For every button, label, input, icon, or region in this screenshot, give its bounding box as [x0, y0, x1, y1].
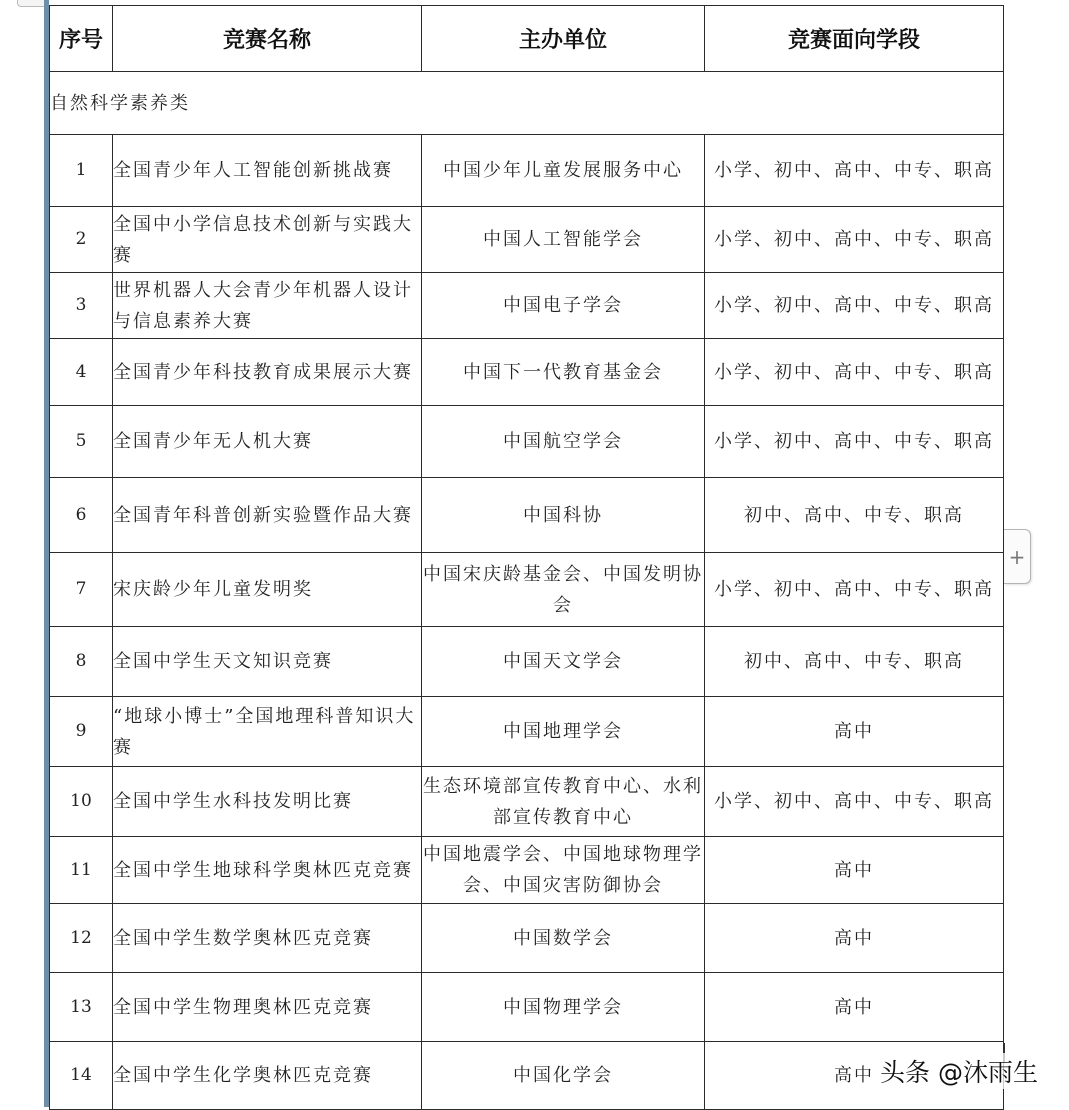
competition-name: 全国中学生物理奥林匹克竞赛 — [113, 973, 422, 1042]
competition-name: 全国青年科普创新实验暨作品大赛 — [113, 478, 422, 553]
grade-level: 高中 — [705, 904, 1004, 973]
table-row — [50, 973, 1004, 1042]
organizer-name: 中国化学会 — [422, 1042, 705, 1110]
table-row — [50, 478, 1004, 553]
competition-name: 全国中学生数学奥林匹克竞赛 — [113, 904, 422, 973]
grade-level: 小学、初中、高中、中专、职高 — [705, 273, 1004, 339]
table-row — [50, 1042, 1004, 1110]
organizer-name: 中国宋庆龄基金会、中国发明协会 — [422, 553, 705, 627]
competition-name: 全国中小学信息技术创新与实践大赛 — [113, 207, 422, 273]
organizer-name: 中国地理学会 — [422, 697, 705, 767]
competition-name: 全国青少年人工智能创新挑战赛 — [113, 135, 422, 207]
competition-name: 全国中学生化学奥林匹克竞赛 — [113, 1042, 422, 1110]
competition-name: 全国中学生天文知识竞赛 — [113, 627, 422, 697]
row-index: 13 — [50, 973, 113, 1042]
category-label: 自然科学素养类 — [50, 72, 1004, 135]
table-row — [50, 837, 1004, 904]
table-row — [50, 273, 1004, 339]
organizer-name: 中国数学会 — [422, 904, 705, 973]
grade-level: 小学、初中、高中、中专、职高 — [705, 135, 1004, 207]
organizer-name: 中国航空学会 — [422, 406, 705, 478]
row-index: 8 — [50, 627, 113, 697]
grade-level: 小学、初中、高中、中专、职高 — [705, 406, 1004, 478]
add-row-button[interactable]: + — [1004, 529, 1031, 584]
header-index: 序号 — [50, 6, 113, 72]
row-index: 14 — [50, 1042, 113, 1110]
header-level: 竞赛面向学段 — [705, 6, 1004, 72]
table-row — [50, 339, 1004, 406]
row-index: 11 — [50, 837, 113, 904]
table-row — [50, 697, 1004, 767]
organizer-name: 中国地震学会、中国地球物理学会、中国灾害防御协会 — [422, 837, 705, 904]
grade-level: 高中 — [705, 973, 1004, 1042]
row-index: 2 — [50, 207, 113, 273]
competition-name: 全国青少年无人机大赛 — [113, 406, 422, 478]
grade-level: 高中 — [705, 1042, 1004, 1110]
organizer-name: 中国物理学会 — [422, 973, 705, 1042]
header-row — [50, 6, 1004, 72]
organizer-name: 中国人工智能学会 — [422, 207, 705, 273]
table-row — [50, 207, 1004, 273]
table-row — [50, 406, 1004, 478]
grade-level: 高中 — [705, 837, 1004, 904]
grade-level: 初中、高中、中专、职高 — [705, 478, 1004, 553]
row-index: 4 — [50, 339, 113, 406]
grade-level: 小学、初中、高中、中专、职高 — [705, 767, 1004, 837]
table-row — [50, 904, 1004, 973]
category-row — [50, 72, 1004, 135]
competition-table — [49, 5, 1004, 1110]
competition-name: 全国中学生水科技发明比赛 — [113, 767, 422, 837]
table-row — [50, 135, 1004, 207]
competition-name: 全国中学生地球科学奥林匹克竞赛 — [113, 837, 422, 904]
header-organizer: 主办单位 — [422, 6, 705, 72]
organizer-name: 中国天文学会 — [422, 627, 705, 697]
table-row — [50, 767, 1004, 837]
header-name: 竞赛名称 — [113, 6, 422, 72]
grade-level: 小学、初中、高中、中专、职高 — [705, 339, 1004, 406]
row-index: 1 — [50, 135, 113, 207]
watermark: 头条 @沐雨生 — [876, 1053, 1042, 1089]
row-index: 5 — [50, 406, 113, 478]
competition-name: 宋庆龄少年儿童发明奖 — [113, 553, 422, 627]
grade-level: 高中 — [705, 697, 1004, 767]
organizer-name: 中国少年儿童发展服务中心 — [422, 135, 705, 207]
competition-name: 全国青少年科技教育成果展示大赛 — [113, 339, 422, 406]
competition-name: “地球小博士”全国地理科普知识大赛 — [113, 697, 422, 767]
row-index: 12 — [50, 904, 113, 973]
grade-level: 小学、初中、高中、中专、职高 — [705, 207, 1004, 273]
corner-tab — [17, 0, 47, 7]
table-row — [50, 553, 1004, 627]
competition-name: 世界机器人大会青少年机器人设计与信息素养大赛 — [113, 273, 422, 339]
organizer-name: 中国科协 — [422, 478, 705, 553]
grade-level: 小学、初中、高中、中专、职高 — [705, 553, 1004, 627]
row-index: 9 — [50, 697, 113, 767]
row-index: 6 — [50, 478, 113, 553]
organizer-name: 生态环境部宣传教育中心、水利部宣传教育中心 — [422, 767, 705, 837]
grade-level: 初中、高中、中专、职高 — [705, 627, 1004, 697]
row-index: 3 — [50, 273, 113, 339]
table-row — [50, 627, 1004, 697]
row-index: 10 — [50, 767, 113, 837]
organizer-name: 中国下一代教育基金会 — [422, 339, 705, 406]
organizer-name: 中国电子学会 — [422, 273, 705, 339]
row-index: 7 — [50, 553, 113, 627]
